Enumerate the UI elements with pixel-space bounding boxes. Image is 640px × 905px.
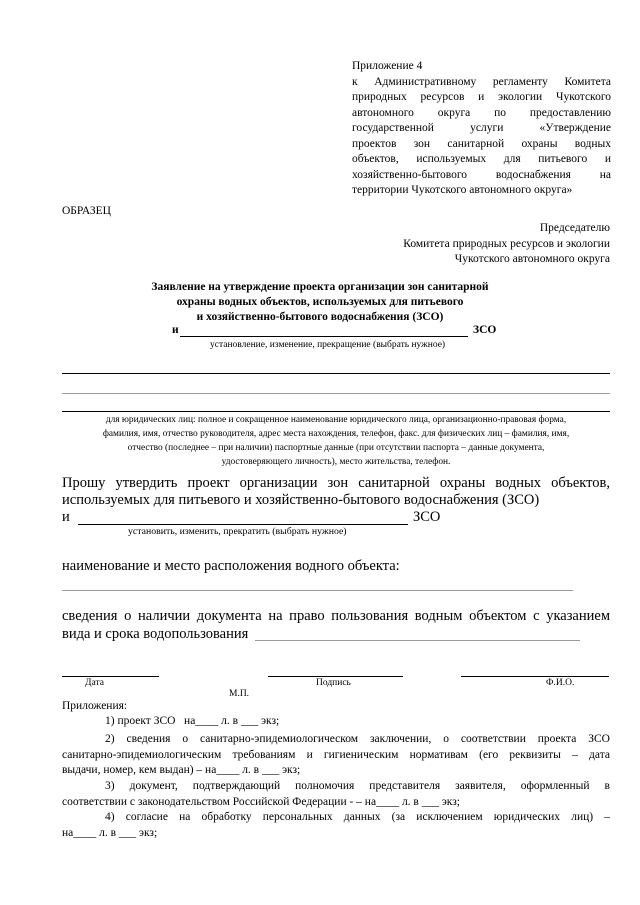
addressee-line: Чукотского автономного округа xyxy=(454,253,610,265)
attachment-line: выдачи, номер, кем выдан) – на____ л. в ___ экз; xyxy=(62,764,301,776)
request-line: Прошу утвердить проект организации зон санитарной охраны водных объектов, xyxy=(62,475,610,491)
attachment-line: санитарно-эпидемиологическим требованиям и гигиеническим нормативам (его реквизиты – дата xyxy=(62,748,610,761)
applicant-hint xyxy=(60,413,612,469)
request-line: используемых для питьевого и хозяйственно-бытового водоснабжения (ЗСО) xyxy=(62,492,540,508)
appendix-title: Приложение 4 xyxy=(352,60,423,72)
heading-action-field[interactable] xyxy=(180,336,468,337)
heading-hint: установление, изменение, прекращение (выбрать нужное) xyxy=(210,340,446,350)
request-hint: установить, изменить, прекратить (выбрать нужное) xyxy=(128,526,347,537)
request-paragraph xyxy=(62,475,610,509)
applicant-line-2[interactable] xyxy=(62,393,610,394)
appendix-line: природных ресурсов и экологии Чукотского xyxy=(352,91,611,103)
appendix-line: объектов, используемых для питьевого и xyxy=(352,153,611,165)
heading-line: охраны водных объектов, используемых для питьевого xyxy=(176,296,464,308)
stamp-label: М.П. xyxy=(229,689,250,699)
addressee-line: Комитета природных ресурсов и экологии xyxy=(403,237,610,250)
appendix-line: к Административному регламенту Комитета xyxy=(352,75,611,88)
attachment-line: соответствии с законодательством Российской Федерации - – на____ л. в ___ экз; xyxy=(62,795,460,808)
attachment-item-2 xyxy=(62,732,610,779)
request-action-field[interactable] xyxy=(78,524,408,525)
attachment-item-1: 1) проект ЗСО на____ л. в ___ экз; xyxy=(105,715,280,727)
applicant-hint-line: отчество (последнее – при наличии) паспортные данные (при отсутствии паспорта – данные документа, xyxy=(127,443,545,453)
appendix-line: территории Чукотского автономного округа» xyxy=(352,184,573,196)
application-heading xyxy=(0,280,640,325)
attachment-line: 3) документ, подтверждающий полномочия представителя заявителя, оформленный в xyxy=(105,780,610,792)
appendix-line: хозяйственно-бытового водоснабжения на xyxy=(352,168,611,181)
attachment-line: 4) согласие на обработку персональных данных (за исключением юридических лиц) – xyxy=(105,811,610,823)
attachments-title: Приложения: xyxy=(62,700,128,712)
sample-label: ОБРАЗЕЦ xyxy=(62,205,111,217)
applicant-line-3[interactable] xyxy=(62,411,610,412)
appendix-line: автономного округа по предоставлению xyxy=(352,106,611,119)
attachment-line: на____ л. в ___ экз; xyxy=(62,826,158,839)
appendix-line: государственной услуги «Утверждение xyxy=(352,122,611,134)
attachment-item-3 xyxy=(62,779,610,810)
applicant-hint-line: удостоверяющего личность), место жительства, телефон. xyxy=(221,457,451,467)
usage-rights xyxy=(62,607,610,643)
usage-rights-line: сведения о наличии документа на право пользования водным объектом с указанием xyxy=(62,608,610,624)
applicant-hint-line: фамилия, имя, отчество руководителя, адрес места нахождения, телефон, факс. для физических лиц – фамилия, имя, xyxy=(102,429,570,439)
water-object-field[interactable] xyxy=(62,590,573,591)
appendix-line: проектов зон санитарной охраны водных xyxy=(352,137,611,150)
water-object-label: наименование и место расположения водного объекта: xyxy=(62,558,400,574)
heading-line: Заявление на утверждение проекта организации зон санитарной xyxy=(151,281,489,293)
applicant-line-1[interactable] xyxy=(62,373,610,374)
heading-zso: ЗСО xyxy=(473,324,497,336)
addressee-line: Председателю xyxy=(539,222,610,234)
request-and: и xyxy=(62,509,70,525)
signature-field[interactable] xyxy=(268,676,403,677)
addressee-block xyxy=(403,221,610,268)
name-label: Ф.И.О. xyxy=(546,678,575,688)
request-zso: ЗСО xyxy=(413,509,441,525)
date-field[interactable] xyxy=(62,676,159,677)
heading-and: и xyxy=(172,324,179,336)
attachment-item-4 xyxy=(62,810,610,841)
heading-line: и хозяйственно-бытового водоснабжения (ЗСО) xyxy=(196,311,444,323)
applicant-hint-line: для юридических лиц: полное и сокращенное наименование юридического лица, организационно-правовая форма, xyxy=(105,415,567,425)
usage-rights-line: вида и срока водопользования xyxy=(62,626,249,642)
appendix-block xyxy=(352,59,611,199)
date-label: Дата xyxy=(85,678,104,688)
usage-rights-field[interactable] xyxy=(255,640,580,641)
name-field[interactable] xyxy=(461,676,609,677)
attachment-line: 2) сведения о санитарно-эпидемиологическом заключении, о соответствии проекта ЗСО xyxy=(105,733,610,745)
signature-label: Подпись xyxy=(316,678,351,688)
